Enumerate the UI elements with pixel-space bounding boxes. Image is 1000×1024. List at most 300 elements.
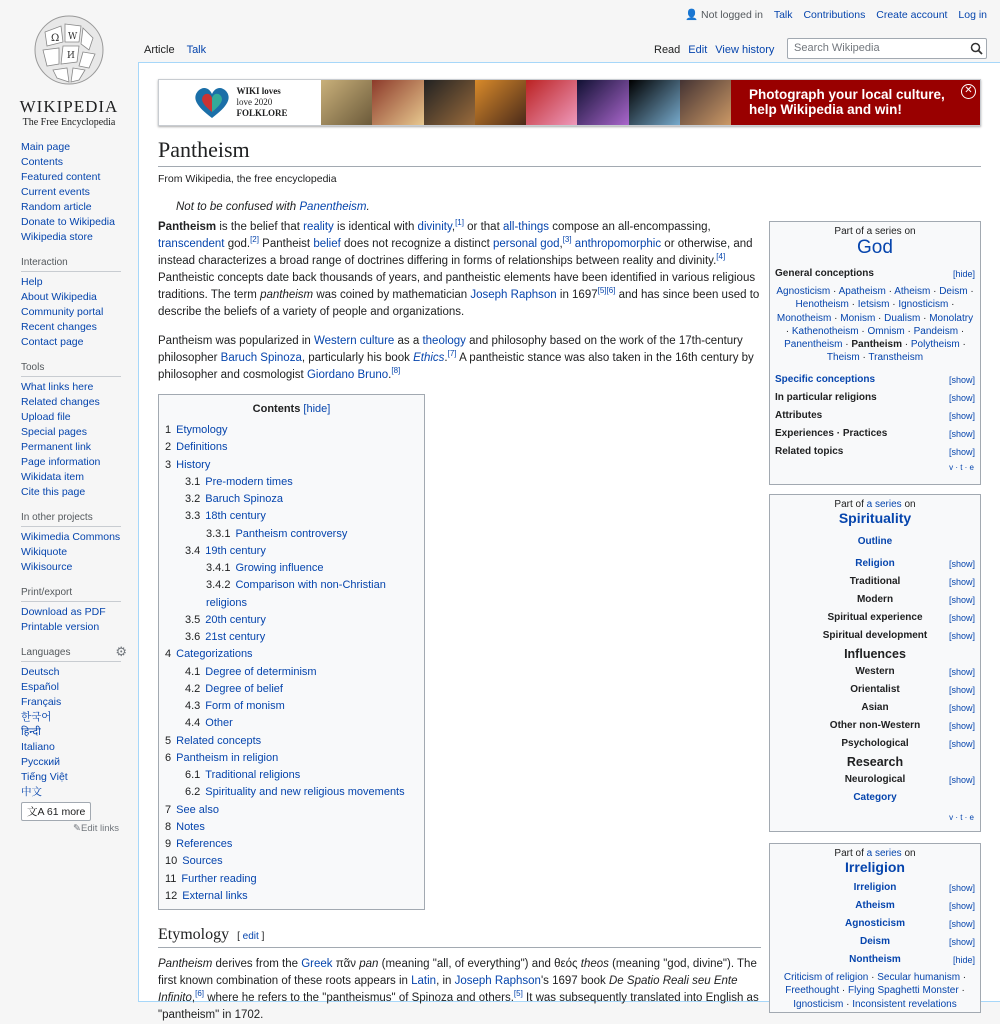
toc-item[interactable] xyxy=(165,888,418,905)
article-link[interactable]: Joseph Raphson xyxy=(470,289,557,301)
toc-link[interactable]: Other xyxy=(205,717,233,730)
concept-link[interactable]: Agnosticism xyxy=(776,286,831,297)
text-run: (meaning "all, of everything") and θεός xyxy=(378,958,581,970)
site-tagline: From Wikipedia, the free encyclopedia xyxy=(158,173,337,185)
toc-link[interactable]: Sources xyxy=(182,855,223,868)
series-row xyxy=(770,915,980,933)
toc-item[interactable] xyxy=(165,802,418,819)
toc-item[interactable] xyxy=(165,629,418,646)
series-part-of: Part of a series on xyxy=(834,226,916,237)
row-label: Experiences · Practices xyxy=(775,427,888,439)
series-row xyxy=(770,933,980,951)
separator: · xyxy=(843,998,853,1010)
citation-link[interactable]: [8] xyxy=(391,366,401,376)
series-row xyxy=(770,609,980,627)
text-run: , particularly his book xyxy=(301,352,414,364)
row-label[interactable]: Deism xyxy=(859,936,890,947)
row-label[interactable]: Category xyxy=(853,792,897,803)
sidebar-item-upload-file[interactable]: Upload file xyxy=(21,411,71,423)
portal-heading: Languages ⚙ xyxy=(21,643,121,662)
topic-link[interactable]: Freethought xyxy=(785,985,840,997)
sidebar-item-donate-to-wikipedia[interactable]: Donate to Wikipedia xyxy=(21,216,115,228)
concept-link[interactable]: Theism xyxy=(826,352,860,364)
row-label[interactable]: Irreligion xyxy=(853,882,897,893)
banner-logo-line2: love 2020 xyxy=(236,97,273,107)
sidebar-item-italiano[interactable]: Italiano xyxy=(21,741,55,753)
text-run: Pantheism was popularized in xyxy=(158,335,314,347)
sidebar-item-contact-page[interactable]: Contact page xyxy=(21,336,84,348)
sidebar-item-wikidata-item[interactable]: Wikidata item xyxy=(21,471,85,483)
hide-toggle[interactable]: [hide] xyxy=(952,955,975,965)
topic-link[interactable]: Flying Spaghetti Monster xyxy=(848,985,959,997)
svg-text:И: И xyxy=(67,51,75,61)
separator: · xyxy=(958,325,965,337)
concept-link[interactable]: Pandeism xyxy=(913,325,959,337)
vte-links[interactable]: v · t · e xyxy=(949,462,974,472)
citation-link[interactable]: [6] xyxy=(195,989,204,999)
fundraising-banner[interactable] xyxy=(158,79,981,126)
banner-message[interactable]: Photograph your local culture, help Wikipedia and win! xyxy=(731,80,980,125)
sidebar-item-cite-this-page[interactable]: Cite this page xyxy=(21,486,86,498)
text-run: and philosophy based on the work of the 17th-century philosopher xyxy=(158,335,743,364)
concept-link[interactable]: Omnism xyxy=(867,325,905,337)
sidebar-item-permanent-link[interactable]: Permanent link xyxy=(21,441,92,453)
article-link[interactable]: Western culture xyxy=(313,335,395,347)
page-title: Pantheism xyxy=(158,137,981,167)
series-title[interactable]: God xyxy=(857,237,893,258)
separator: · xyxy=(948,299,955,311)
toc-item[interactable] xyxy=(165,871,418,888)
toc-number: 11 xyxy=(165,872,177,885)
login-link[interactable]: Log in xyxy=(958,9,987,21)
article-link[interactable]: Joseph Raphson xyxy=(454,975,541,987)
topic-link[interactable]: Ignosticism xyxy=(793,998,844,1010)
article-link[interactable]: divinity xyxy=(417,221,452,233)
toc-number: 3.4.2 xyxy=(206,579,231,592)
toc-item[interactable] xyxy=(165,457,418,474)
toc-number: 4.3 xyxy=(185,700,201,712)
irreligion-topic-list xyxy=(770,969,980,1017)
banner-logo-line3: FOLKLORE xyxy=(236,108,288,118)
search-input[interactable]: Search Wikipedia xyxy=(787,38,987,59)
sidebar-item-community-portal[interactable]: Community portal xyxy=(21,306,104,318)
show-toggle[interactable]: [show] xyxy=(948,739,975,749)
sidebar-item-ti-ng-vi-t[interactable]: Tiếng Việt xyxy=(21,771,68,783)
toc-link[interactable]: 20th century xyxy=(205,613,266,626)
series-row xyxy=(770,425,980,443)
toc-link[interactable]: 18th century xyxy=(205,510,266,523)
banner-logo xyxy=(159,80,321,125)
series-row xyxy=(770,771,980,789)
concept-link[interactable]: Polytheism xyxy=(910,339,960,351)
talk-link[interactable]: Talk xyxy=(773,9,793,21)
toc-link[interactable]: Definitions xyxy=(176,441,228,454)
toc-link[interactable]: Form of monism xyxy=(205,700,285,712)
separator: · xyxy=(904,325,914,337)
article-link[interactable]: Ethics xyxy=(413,352,445,364)
row-label[interactable]: Specific conceptions xyxy=(775,373,876,385)
series-row xyxy=(770,789,980,807)
tab-read[interactable]: Read xyxy=(654,44,681,56)
toc-item[interactable] xyxy=(165,784,418,801)
sidebar-item-espa-ol[interactable]: Español xyxy=(21,681,59,693)
sidebar-item-main-page[interactable]: Main page xyxy=(21,141,71,153)
show-toggle[interactable]: [show] xyxy=(948,685,975,695)
text-run: Pantheist xyxy=(258,238,314,250)
row-label: Orientalist xyxy=(850,684,900,695)
article-link[interactable]: belief xyxy=(313,238,341,250)
user-icon: 👤 xyxy=(685,9,699,21)
sidebar-item-what-links-here[interactable]: What links here xyxy=(21,381,94,393)
separator: · xyxy=(889,299,899,311)
show-toggle[interactable]: [show] xyxy=(948,919,975,929)
toc-link[interactable]: Categorizations xyxy=(176,648,253,661)
hatnote-link[interactable]: Panentheism xyxy=(299,201,367,213)
italic-term: pan xyxy=(359,958,379,970)
toc-item[interactable] xyxy=(165,819,418,836)
toc-item[interactable] xyxy=(165,767,418,784)
concept-link[interactable]: Monism xyxy=(840,312,876,324)
toc-link[interactable]: Pantheism controversy xyxy=(235,527,348,540)
separator: · xyxy=(831,312,841,324)
series-row xyxy=(770,371,980,389)
show-toggle[interactable]: [show] xyxy=(948,446,975,457)
concept-link[interactable]: Monotheism xyxy=(776,312,832,324)
toc-link[interactable]: History xyxy=(176,458,211,471)
toc-link[interactable]: Degree of belief xyxy=(205,682,283,695)
series-title[interactable]: Spirituality xyxy=(838,510,912,526)
series-row xyxy=(770,699,980,717)
banner-photo xyxy=(526,80,577,125)
citation-link[interactable]: [3] xyxy=(562,235,572,245)
separator: · xyxy=(858,325,868,337)
series-row xyxy=(770,681,980,699)
article-link[interactable]: Greek xyxy=(301,958,333,970)
text-run: (meaning "god, divine"). The first known combination of these roots appears in xyxy=(158,958,757,987)
show-toggle[interactable]: [show] xyxy=(948,577,975,587)
show-toggle[interactable]: [show] xyxy=(948,667,975,677)
sidebar-item-page-information[interactable]: Page information xyxy=(21,456,101,468)
toc-item[interactable] xyxy=(165,836,418,853)
series-row xyxy=(770,753,980,771)
toc-link[interactable]: References xyxy=(176,838,233,850)
edit-section-link[interactable]: [ edit ] xyxy=(237,931,265,942)
article-link[interactable]: anthropomorphic xyxy=(574,238,662,250)
row-label[interactable]: Religion xyxy=(855,558,895,569)
toc-link[interactable]: Baruch Spinoza xyxy=(205,493,283,505)
series-row xyxy=(770,735,980,753)
sidebar-item-item[interactable]: हिन्दी xyxy=(21,726,41,738)
more-languages-button[interactable]: 文A 61 more xyxy=(21,802,91,821)
sidebar-item-item[interactable]: 中文 xyxy=(21,786,42,798)
toc-number: 4.1 xyxy=(185,665,201,678)
citation-link[interactable]: [2] xyxy=(250,235,259,245)
row-label[interactable]: Agnosticism xyxy=(844,918,905,929)
topic-link[interactable]: Inconsistent revelations xyxy=(852,998,957,1010)
toc-item[interactable] xyxy=(165,646,418,663)
toc-number: 4 xyxy=(165,648,172,661)
article-link[interactable]: personal god xyxy=(492,238,560,250)
hatnote: Not to be confused with Panentheism. xyxy=(176,201,370,213)
series-part-of: Part of a series on xyxy=(834,499,916,510)
citation-link[interactable]: [1] xyxy=(455,218,464,228)
separator: · xyxy=(901,339,911,351)
text-run: It was subsequently translated into English as "pantheism" in 1702. xyxy=(158,992,759,1021)
toc-item[interactable] xyxy=(165,853,418,870)
series-link[interactable]: a series xyxy=(866,499,902,510)
concept-link[interactable]: Panentheism xyxy=(784,339,843,351)
paragraph xyxy=(158,333,761,384)
text-run: as a xyxy=(394,335,423,347)
text-run: does not recognize a distinct xyxy=(340,238,493,250)
concept-link[interactable]: Transtheism xyxy=(868,352,924,364)
italic-term: Pantheism xyxy=(158,958,213,970)
show-toggle[interactable]: [show] xyxy=(948,901,975,911)
sidebar-item-wikiquote[interactable]: Wikiquote xyxy=(21,546,68,558)
article-link[interactable]: reality xyxy=(303,221,334,233)
sidebar-item-random-article[interactable]: Random article xyxy=(21,201,92,213)
sidebar-item-recent-changes[interactable]: Recent changes xyxy=(21,321,97,333)
translate-icon: 文A xyxy=(27,806,44,818)
text-run: , xyxy=(191,992,196,1004)
toc-item[interactable] xyxy=(165,526,418,543)
show-toggle[interactable]: [show] xyxy=(948,613,975,623)
sidebar-item-help[interactable]: Help xyxy=(21,276,43,288)
row-label[interactable]: Nontheism xyxy=(849,954,901,965)
text-run: or that xyxy=(463,221,503,233)
tab-talk[interactable]: Talk xyxy=(186,44,207,56)
personal-tools xyxy=(677,8,987,21)
toc-item[interactable] xyxy=(165,750,418,767)
show-toggle[interactable]: [show] xyxy=(948,775,975,785)
topic-link[interactable]: Criticism of religion xyxy=(783,972,869,983)
toc-number: 3.3 xyxy=(185,510,201,523)
sidebar-item-fran-ais[interactable]: Français xyxy=(21,696,62,708)
toc-number: 7 xyxy=(165,803,172,816)
toc-link[interactable]: Spirituality and new religious movements xyxy=(205,786,405,799)
sidebar-item-wikipedia-store[interactable]: Wikipedia store xyxy=(21,231,93,243)
show-toggle[interactable]: [show] xyxy=(948,721,975,731)
toc-link[interactable]: Related concepts xyxy=(176,734,262,747)
separator: · xyxy=(960,972,967,983)
toc-link[interactable]: Further reading xyxy=(181,872,257,885)
row-label: Traditional xyxy=(849,576,901,587)
toc-link[interactable]: External links xyxy=(182,889,248,902)
concept-link: Pantheism xyxy=(851,339,902,351)
series-link[interactable]: a series xyxy=(866,848,902,859)
concept-link[interactable]: Ignosticism xyxy=(898,299,949,311)
paragraph xyxy=(158,956,761,1024)
concept-link[interactable]: Kathenotheism xyxy=(791,325,859,337)
show-toggle[interactable]: [show] xyxy=(948,559,975,569)
concept-link[interactable]: Atheism xyxy=(894,286,931,297)
sidebar-item-related-changes[interactable]: Related changes xyxy=(21,396,100,408)
text-run: and has since been used to describe the beliefs of a variety of people and organizations. xyxy=(158,289,760,318)
edit-links[interactable]: ✎Edit links xyxy=(73,823,119,834)
separator: · xyxy=(959,339,966,351)
text-run: πᾶν xyxy=(332,958,360,970)
toc-hide-toggle[interactable]: [hide] xyxy=(303,403,331,415)
series-title[interactable]: Irreligion xyxy=(845,859,905,875)
sidebar-item-featured-content[interactable]: Featured content xyxy=(21,171,101,183)
toc-link[interactable]: Degree of determinism xyxy=(205,665,317,678)
sidebar-item-printable-version[interactable]: Printable version xyxy=(21,621,100,633)
separator: · xyxy=(958,985,965,997)
toc-link[interactable]: Notes xyxy=(176,820,205,833)
sidebar-item-deutsch[interactable]: Deutsch xyxy=(21,666,60,678)
search-icon[interactable] xyxy=(970,42,983,55)
text-run: . xyxy=(444,352,448,364)
concept-link[interactable]: Ietsism xyxy=(857,299,890,311)
separator: · xyxy=(930,286,940,297)
toc-link[interactable]: Traditional religions xyxy=(205,769,301,781)
text-run: 's 1697 book xyxy=(540,975,609,987)
text-run: A pantheistic stance was also taken in the 16th century by philosopher and cosmologist xyxy=(158,352,754,381)
sidebar-item-item[interactable]: 한국어 xyxy=(21,711,52,723)
portal-heading: In other projects xyxy=(21,508,121,527)
toc-link[interactable]: Comparison with non-Christian religions xyxy=(206,579,386,609)
sidebar-item-item[interactable]: Русский xyxy=(21,756,60,768)
portal-heading: Print/export xyxy=(21,583,121,602)
god-series-sidebar xyxy=(769,221,981,485)
toc-link[interactable]: Pre-modern times xyxy=(205,475,293,488)
toc-link[interactable]: See also xyxy=(176,803,219,816)
toc-number: 3.4 xyxy=(185,544,201,557)
show-toggle[interactable]: [show] xyxy=(948,883,975,893)
toc-number: 3.3.1 xyxy=(206,527,231,540)
toc-item[interactable] xyxy=(165,560,418,577)
citation-link[interactable]: [5] xyxy=(513,989,523,999)
close-icon[interactable]: ✕ xyxy=(961,84,976,99)
tab-edit[interactable]: Edit xyxy=(688,44,708,56)
text-run: derives from the xyxy=(212,958,302,970)
toc-item[interactable] xyxy=(165,577,418,612)
gear-icon[interactable]: ⚙ xyxy=(115,644,127,659)
banner-photo xyxy=(424,80,475,125)
citation-link[interactable]: [7] xyxy=(447,349,457,359)
article-link[interactable]: all-things xyxy=(502,221,549,233)
toc-link[interactable]: 21st century xyxy=(205,631,266,643)
separator: · xyxy=(875,312,885,324)
toc-item[interactable] xyxy=(165,681,418,698)
toc-item[interactable] xyxy=(165,733,418,750)
svg-text:W: W xyxy=(68,32,78,42)
show-toggle[interactable]: [show] xyxy=(948,392,975,403)
toc-item[interactable] xyxy=(165,612,418,629)
banner-photo xyxy=(372,80,423,125)
article-link[interactable]: Latin xyxy=(411,975,437,987)
concept-list xyxy=(770,283,980,371)
vte-links[interactable]: v · t · e xyxy=(949,813,974,822)
toc-item[interactable] xyxy=(165,491,418,508)
topic-link[interactable]: Secular humanism xyxy=(877,972,961,983)
show-toggle[interactable]: [show] xyxy=(948,428,975,439)
series-row xyxy=(770,555,980,573)
article-link[interactable]: Giordano Bruno xyxy=(306,369,389,381)
nav-languages xyxy=(0,643,138,842)
toc-number: 6 xyxy=(165,751,172,764)
globe-logo-icon xyxy=(31,12,107,88)
create-account-link[interactable]: Create account xyxy=(876,9,948,21)
sidebar-item-about-wikipedia[interactable]: About Wikipedia xyxy=(21,291,97,303)
wikipedia-logo[interactable] xyxy=(14,8,124,128)
toc-link[interactable]: Pantheism in religion xyxy=(176,751,279,764)
toc-number: 8 xyxy=(165,820,172,833)
svg-text:Ω: Ω xyxy=(51,33,60,44)
article-link[interactable]: Baruch Spinoza xyxy=(220,352,302,364)
concept-link[interactable]: Apatheism xyxy=(838,286,886,297)
sidebar-item-contents[interactable]: Contents xyxy=(21,156,64,168)
separator: · xyxy=(785,325,792,337)
sidebar-item-wikisource[interactable]: Wikisource xyxy=(21,561,73,573)
toc-link[interactable]: 19th century xyxy=(205,544,266,557)
row-label: Western xyxy=(855,666,895,677)
toc-item[interactable] xyxy=(165,508,418,525)
italic-term: pantheism xyxy=(260,289,314,301)
concept-link[interactable]: Deism xyxy=(939,286,968,297)
concept-link[interactable]: Monolatry xyxy=(929,312,974,324)
show-toggle[interactable]: [show] xyxy=(948,410,975,421)
sidebar-item-download-as-pdf[interactable]: Download as PDF xyxy=(21,606,106,618)
article-link[interactable]: theology xyxy=(422,335,466,347)
toc-item[interactable] xyxy=(165,474,418,491)
banner-photo xyxy=(321,80,372,125)
toc-number: 10 xyxy=(165,855,178,868)
tab-history[interactable]: View history xyxy=(715,44,775,56)
show-toggle[interactable]: [show] xyxy=(948,631,975,641)
banner-photo xyxy=(680,80,731,125)
concept-link[interactable]: Henotheism xyxy=(795,299,849,311)
separator: · xyxy=(868,972,878,983)
sidebar-item-special-pages[interactable]: Special pages xyxy=(21,426,87,438)
toc-item[interactable] xyxy=(165,664,418,681)
row-label[interactable]: Atheism xyxy=(855,900,895,911)
toc-item[interactable] xyxy=(165,715,418,732)
article-link[interactable]: transcendent xyxy=(158,238,225,250)
contributions-link[interactable]: Contributions xyxy=(803,9,866,21)
citation-link[interactable]: [5][6] xyxy=(597,286,616,296)
show-toggle[interactable]: [show] xyxy=(948,595,975,605)
paragraph xyxy=(158,219,761,321)
toc-item[interactable] xyxy=(165,422,418,439)
toc-item[interactable] xyxy=(165,698,418,715)
toc-link[interactable]: Growing influence xyxy=(235,562,324,574)
show-toggle[interactable]: [show] xyxy=(948,937,975,947)
hide-toggle[interactable]: [hide] xyxy=(952,269,975,279)
show-toggle[interactable]: [show] xyxy=(948,374,975,385)
toc-item[interactable] xyxy=(165,543,418,560)
text-run: compose an all-encompassing, xyxy=(549,221,711,233)
toc-link[interactable]: Etymology xyxy=(176,424,228,436)
sidebar-item-current-events[interactable]: Current events xyxy=(21,186,90,198)
outline-link[interactable]: Outline xyxy=(857,536,893,547)
nav-interaction xyxy=(0,253,138,358)
sidebar xyxy=(0,140,138,842)
show-toggle[interactable]: [show] xyxy=(948,703,975,713)
separator: · xyxy=(848,299,858,311)
citation-link[interactable]: [4] xyxy=(716,252,726,262)
series-row: General conceptions [hide] xyxy=(770,265,980,283)
toc-item[interactable] xyxy=(165,439,418,456)
text-run: or otherwise, and instead characterizes a broad range of doctrines differing in forms of relationships between reality and divinity. xyxy=(158,238,753,267)
concept-link[interactable]: Dualism xyxy=(884,312,921,324)
tab-article[interactable]: Article xyxy=(144,44,175,56)
sidebar-item-wikimedia-commons[interactable]: Wikimedia Commons xyxy=(21,531,121,543)
text-run: was coined by mathematician xyxy=(313,289,471,301)
namespace-tabs xyxy=(144,44,218,56)
toc-number: 5 xyxy=(165,734,172,747)
separator: · xyxy=(885,286,895,297)
